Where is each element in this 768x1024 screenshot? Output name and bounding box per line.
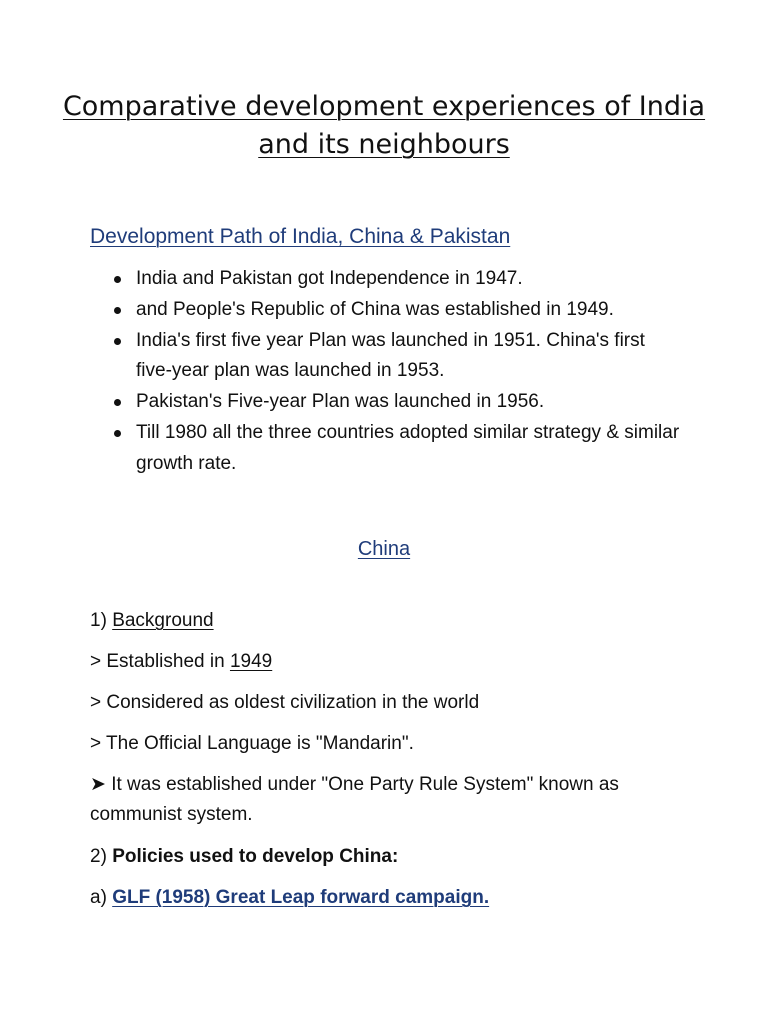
background-line bbox=[90, 606, 690, 636]
bullet-item: Till 1980 all the three countries adopted similar strategy & similar growth rate. bbox=[112, 418, 682, 480]
official-language-line: > The Official Language is "Mandarin". bbox=[90, 733, 414, 754]
china-heading-text: China bbox=[357, 538, 411, 560]
background-number: 1) bbox=[90, 610, 107, 631]
established-line bbox=[90, 647, 690, 677]
established-year: 1949 bbox=[229, 651, 273, 672]
glf-link[interactable]: GLF (1958) Great Leap forward campaign. bbox=[112, 887, 490, 908]
party-system-line: ➤ It was established under "One Party Rule System" known as communist system. bbox=[90, 774, 619, 825]
background-label: Background bbox=[112, 610, 214, 631]
bullet-item: India's first five year Plan was launched in 1951. China's first five-year plan was launched in 1953. bbox=[112, 326, 682, 388]
glf-prefix: a) bbox=[90, 887, 107, 908]
bullet-item: India and Pakistan got Independence in 1947. bbox=[112, 264, 682, 295]
section-heading-china bbox=[0, 534, 768, 564]
policies-number: 2) bbox=[90, 846, 107, 867]
development-bullet-list bbox=[112, 264, 682, 480]
bullet-item: and People's Republic of China was established in 1949. bbox=[112, 295, 682, 326]
page-title: Comparative development experiences of India and its neighbours bbox=[62, 91, 706, 160]
policies-line bbox=[90, 842, 690, 872]
glf-line bbox=[90, 883, 690, 913]
bullet-item: Pakistan's Five-year Plan was launched in 1956. bbox=[112, 387, 682, 418]
oldest-civilization-line: > Considered as oldest civilization in the world bbox=[90, 692, 480, 713]
section-heading-development-path: Development Path of India, China & Pakistan bbox=[90, 225, 511, 248]
policies-label: Policies used to develop China: bbox=[112, 846, 399, 867]
established-prefix: > Established in bbox=[90, 651, 225, 672]
